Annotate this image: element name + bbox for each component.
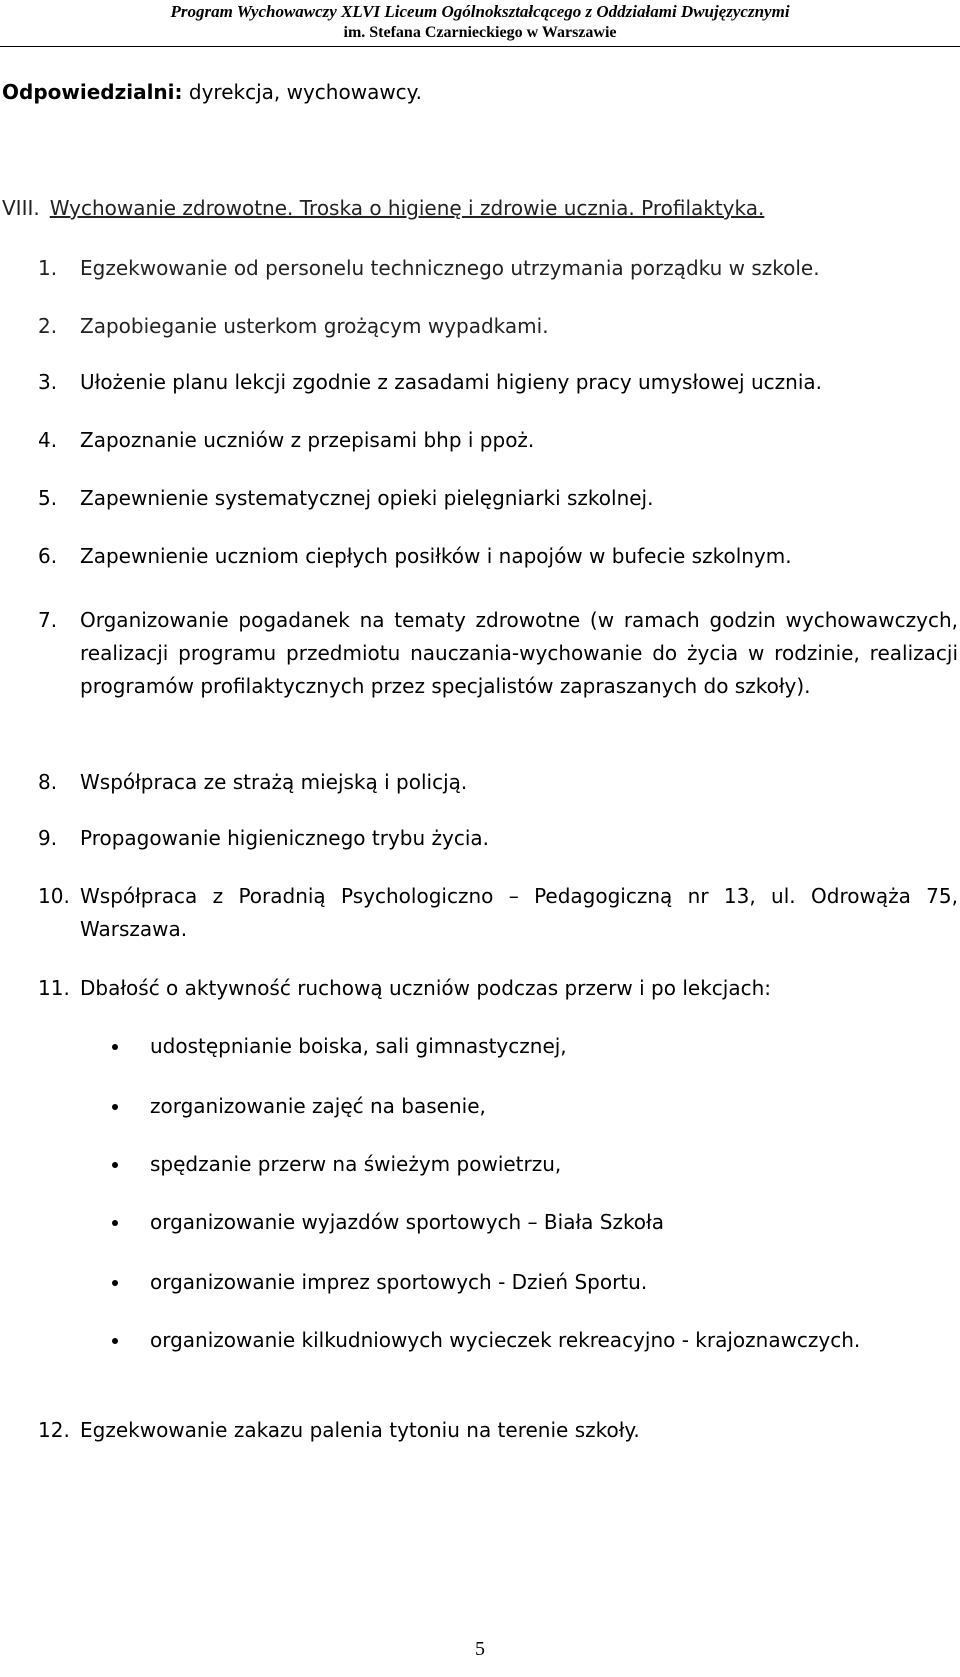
item-text: Zapewnienie systematycznej opieki pielęgniarki szkolnej. [80, 486, 654, 510]
item-number: 5. [38, 486, 58, 510]
item-number: 1. [38, 256, 58, 280]
item-number: 12. [38, 1418, 70, 1442]
item-number: 7. [38, 608, 58, 632]
item-number: 4. [38, 428, 58, 452]
item-text: Zapewnienie uczniom ciepłych posiłków i napojów w bufecie szkolnym. [80, 544, 792, 568]
section-heading [2, 196, 764, 220]
responsible-line [2, 80, 422, 104]
item-number: 9. [38, 826, 58, 850]
bullet-icon [112, 1220, 118, 1226]
bullet-text: organizowanie kilkudniowych wycieczek rekreacyjno - krajoznawczych. [150, 1328, 861, 1352]
responsible-value: dyrekcja, wychowawcy. [182, 80, 423, 104]
item-text: Zapoznanie uczniów z przepisami bhp i ppoż. [80, 428, 535, 452]
item-text: Współpraca ze strażą miejską i policją. [80, 770, 468, 794]
item-text: Ułożenie planu lekcji zgodnie z zasadami higieny pracy umysłowej ucznia. [80, 370, 822, 394]
item-number: 3. [38, 370, 58, 394]
item-text: Współpraca z Poradnią Psychologiczno – Pedagogiczną nr 13, ul. Odrowąża 75, Warszawa. [80, 884, 958, 941]
item-number: 11. [38, 976, 70, 1000]
bullet-text: spędzanie przerw na świeżym powietrzu, [150, 1152, 562, 1176]
responsible-label: Odpowiedzialni [2, 80, 175, 104]
item-text: Organizowanie pogadanek na tematy zdrowotne (w ramach godzin wychowawczych, realizacji programu przedmiotu nauczania-wychowanie do życia w rodzinie, realizacji programów profilaktycznych przez specjalistów zapraszanych do szkoły). [80, 608, 958, 698]
bullet-icon [112, 1338, 118, 1344]
bullet-text: udostępnianie boiska, sali gimnastycznej, [150, 1034, 567, 1058]
item-text: Propagowanie higienicznego trybu życia. [80, 826, 490, 850]
responsible-colon: : [174, 80, 183, 104]
bullet-icon [112, 1162, 118, 1168]
header-line-2: im. Stefana Czarnieckiego w Warszawie [343, 24, 617, 41]
item-number: 2. [38, 314, 58, 338]
item-text: Egzekwowanie od personelu technicznego utrzymania porządku w szkole. [80, 256, 820, 280]
bullet-icon [112, 1280, 118, 1286]
item-text: Dbałość o aktywność ruchową uczniów podczas przerw i po lekcjach: [80, 976, 772, 1000]
bullet-text: organizowanie imprez sportowych - Dzień Sportu. [150, 1270, 648, 1294]
item-number: 6. [38, 544, 58, 568]
section-number: VIII. [2, 196, 40, 220]
item-number: 8. [38, 770, 58, 794]
page-number: 5 [475, 1638, 485, 1660]
section-title: Wychowanie zdrowotne. Troska o higienę i zdrowie ucznia. Profilaktyka. [49, 196, 765, 220]
bullet-text: organizowanie wyjazdów sportowych – Biała Szkoła [150, 1210, 664, 1234]
bullet-text: zorganizowanie zajęć na basenie, [150, 1094, 486, 1118]
item-text: Egzekwowanie zakazu palenia tytoniu na terenie szkoły. [80, 1418, 640, 1442]
item-number: 10. [38, 884, 70, 908]
header-line-1: Program Wychowawczy XLVI Liceum Ogólnokształcącego z Oddziałami Dwujęzycznymi [170, 2, 790, 21]
bullet-icon [112, 1104, 118, 1110]
bullet-icon [112, 1044, 118, 1050]
header-divider [0, 46, 960, 47]
item-text: Zapobieganie usterkom grożącym wypadkami. [80, 314, 549, 338]
